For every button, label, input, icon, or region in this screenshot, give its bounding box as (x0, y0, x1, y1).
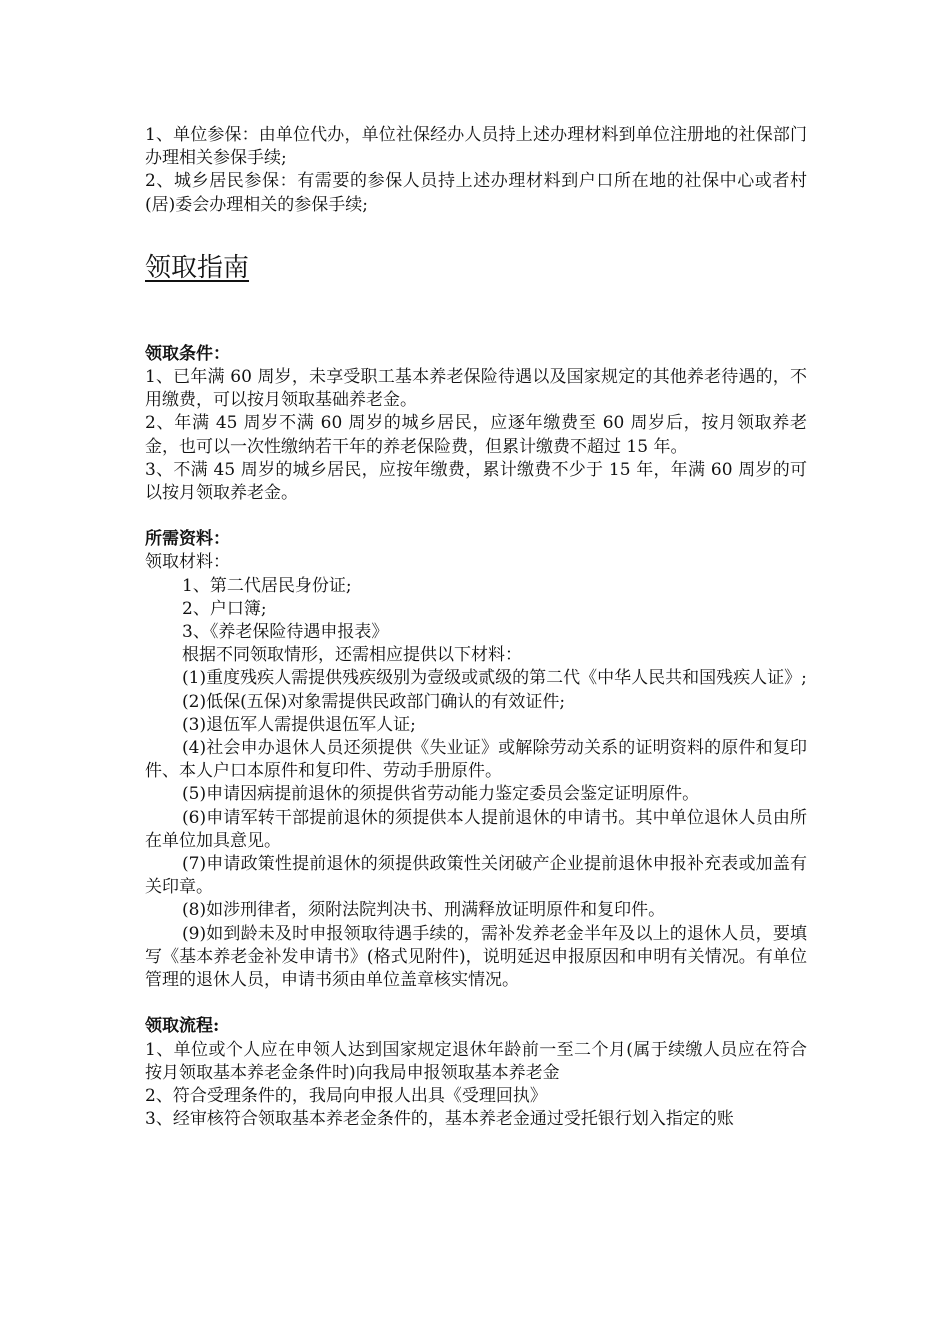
materials-heading: 所需资料： (145, 529, 230, 550)
condition-item: 3、不满 45 周岁的城乡居民，应按年缴费，累计缴费不少于 15 年，年满 60 周岁的可以按月领取养老金。 (145, 459, 807, 504)
extra-material-item: (1)重度残疾人需提供残疾级别为壹级或贰级的第二代《中华人民共和国残疾人证》; (182, 668, 807, 689)
process-item: 1、单位或个人应在申领人达到国家规定退休年龄前一至二个月(属于续缴人员应在符合按月领取基本养老金条件时)向我局申报领取基本养老金 (145, 1039, 807, 1083)
material-item: 1、第二代居民身份证; (182, 575, 352, 596)
intro-line-2: 2、城乡居民参保：有需要的参保人员持上述办理材料到户口所在地的社保中心或者村(居)委会办理相关的参保手续; (145, 171, 807, 215)
process-item: 2、符合受理条件的，我局向申报人出具《受理回执》 (145, 1085, 547, 1106)
process-heading: 领取流程: (145, 1016, 220, 1037)
intro-line-1: 1、单位参保：由单位代办，单位社保经办人员持上述办理材料到单位注册地的社保部门办理相关参保手续; (145, 125, 807, 169)
extra-material-item: (9)如到龄未及时申报领取待遇手续的，需补发养老金半年及以上的退休人员，要填写《基本养老金补发申请书》(格式见附件)，说明延迟申报原因和申明有关情况。有单位管理的退休人员，申请书须由单位盖章核实情况。 (145, 923, 807, 991)
document-page (145, 124, 807, 1131)
extra-material-item: (6)申请军转干部提前退休的须提供本人提前退休的申请书。其中单位退休人员由所在单位加具意见。 (145, 807, 807, 851)
extra-material-item: (3)退伍军人需提供退伍军人证; (182, 714, 416, 735)
extra-material-item: (7)申请政策性提前退休的须提供政策性关闭破产企业提前退休申报补充表或加盖有关印章。 (145, 854, 807, 898)
process-item: 3、经审核符合领取基本养老金条件的，基本养老金通过受托银行划入指定的账 (145, 1109, 734, 1130)
materials-subheading: 领取材料： (145, 552, 230, 573)
extra-material-item: (4)社会申办退休人员还须提供《失业证》或解除劳动关系的证明资料的原件和复印件、本人户口本原件和复印件、劳动手册原件。 (145, 738, 807, 782)
condition-item: 1、已年满 60 周岁，未享受职工基本养老保险待遇以及国家规定的其他养老待遇的，不用缴费，可以按月领取基础养老金。 (145, 367, 807, 411)
spacer (145, 505, 807, 528)
material-item: 2、户口簿; (182, 598, 267, 619)
extra-material-item: (8)如涉刑律者，须附法院判决书、刑满释放证明原件和复印件。 (182, 900, 666, 921)
section-title: 领取指南 (145, 252, 250, 283)
spacer (145, 992, 807, 1015)
extra-material-item: (5)申请因病提前退休的须提供省劳动能力鉴定委员会鉴定证明原件。 (182, 784, 700, 805)
condition-item: 2、年满 45 周岁不满 60 周岁的城乡居民，应逐年缴费至 60 周岁后，按月领取养老金，也可以一次性缴纳若干年的养老保险费，但累计缴费不超过 15 年。 (145, 413, 807, 457)
material-item: 3、《养老保险待遇申报表》 (182, 622, 389, 643)
conditions-heading: 领取条件： (145, 343, 230, 364)
extra-materials-intro: 根据不同领取情形，还需相应提供以下材料： (182, 645, 522, 666)
extra-material-item: (2)低保(五保)对象需提供民政部门确认的有效证件; (182, 691, 566, 712)
